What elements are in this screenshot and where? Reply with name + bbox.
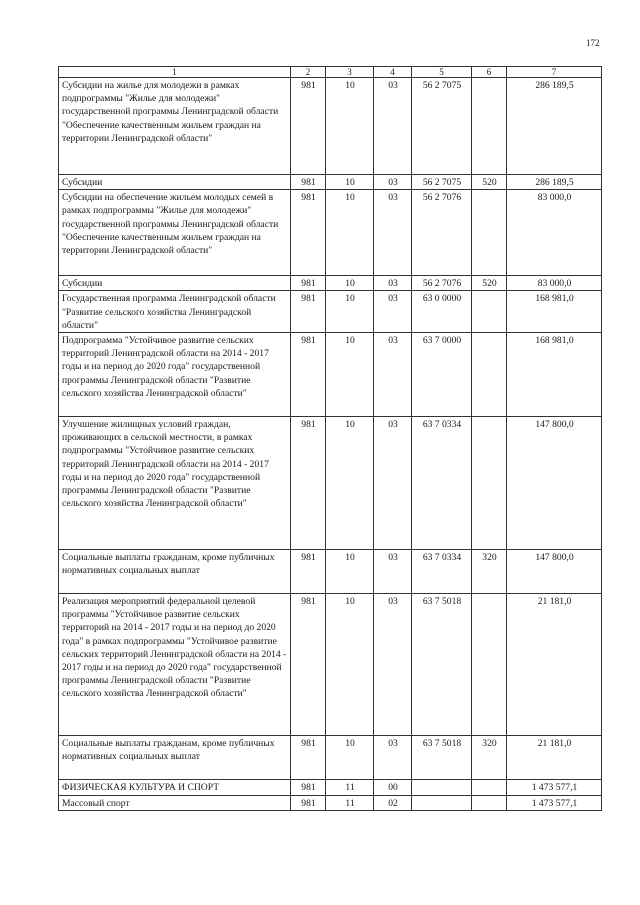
code-subsection: 03 xyxy=(374,291,412,333)
amount: 21 181,0 xyxy=(507,736,602,780)
table-row xyxy=(59,78,602,175)
code-gov: 981 xyxy=(291,333,326,417)
code-gov: 981 xyxy=(291,291,326,333)
row-name: Подпрограмма "Устойчивое развитие сельских территорий Ленинградской области на 2014 - 2017 годы и на период до 2020 года" государственной программы Ленинградской области "Развитие сельского хозяйства Ленинградской области" xyxy=(59,333,291,417)
amount: 1 473 577,1 xyxy=(507,796,602,811)
row-name: Улучшение жилищных условий граждан, проживающих в сельской местности, в рамках подпрограммы "Устойчивое развитие сельских территорий Ленинградской области на 2014 - 2017 годы и на период до 2020 года" государственной программы Ленинградской области "Развитие сельского хозяйства Ленинградской области" xyxy=(59,417,291,550)
code-subsection: 02 xyxy=(374,796,412,811)
header-cell: 6 xyxy=(472,67,507,78)
code-section: 10 xyxy=(326,291,374,333)
code-target: 56 2 7076 xyxy=(412,190,472,276)
code-expense-type xyxy=(472,780,507,796)
code-gov: 981 xyxy=(291,276,326,291)
code-target: 63 0 0000 xyxy=(412,291,472,333)
code-gov: 981 xyxy=(291,796,326,811)
row-name: Субсидии на обеспечение жильем молодых семей в рамках подпрограммы "Жилье для молодежи" государственной программы Ленинградской области "Обеспечение качественным жильем граждан на территории Ленинградской области" xyxy=(59,190,291,276)
table-row xyxy=(59,291,602,333)
code-expense-type xyxy=(472,333,507,417)
amount: 168 981,0 xyxy=(507,291,602,333)
code-expense-type: 320 xyxy=(472,550,507,594)
amount: 83 000,0 xyxy=(507,276,602,291)
code-target: 56 2 7075 xyxy=(412,175,472,190)
code-target: 56 2 7075 xyxy=(412,78,472,175)
code-expense-type: 320 xyxy=(472,736,507,780)
row-name: Субсидии xyxy=(59,276,291,291)
table-row xyxy=(59,594,602,736)
code-target: 63 7 5018 xyxy=(412,594,472,736)
code-section: 10 xyxy=(326,276,374,291)
code-subsection: 03 xyxy=(374,276,412,291)
code-target xyxy=(412,780,472,796)
amount: 147 800,0 xyxy=(507,550,602,594)
code-subsection: 03 xyxy=(374,175,412,190)
row-name: ФИЗИЧЕСКАЯ КУЛЬТУРА И СПОРТ xyxy=(59,780,291,796)
code-expense-type xyxy=(472,190,507,276)
row-name: Реализация мероприятий федеральной целевой программы "Устойчивое развитие сельских территорий на 2014 - 2017 годы и на период до 2020 года" в рамках подпрограммы "Устойчивое развитие сельских территорий Ленинградской области на 2014 - 2017 годы и на период до 2020 года" государственной программы Ленинградской области "Развитие сельского хозяйства Ленинградской области" xyxy=(59,594,291,736)
budget-table xyxy=(58,66,602,811)
code-subsection: 03 xyxy=(374,550,412,594)
code-section: 10 xyxy=(326,175,374,190)
row-name: Субсидии на жилье для молодежи в рамках подпрограммы "Жилье для молодежи" государственной программы Ленинградской области "Обеспечение качественным жильем граждан на территории Ленинградской области" xyxy=(59,78,291,175)
table-row xyxy=(59,550,602,594)
code-target: 63 7 0334 xyxy=(412,550,472,594)
amount: 1 473 577,1 xyxy=(507,780,602,796)
code-expense-type: 520 xyxy=(472,276,507,291)
table-row xyxy=(59,736,602,780)
code-section: 11 xyxy=(326,796,374,811)
code-section: 10 xyxy=(326,78,374,175)
row-name: Государственная программа Ленинградской области "Развитие сельского хозяйства Ленинградской области" xyxy=(59,291,291,333)
page-number: 172 xyxy=(586,38,600,48)
table-header-row xyxy=(59,67,602,78)
header-cell: 4 xyxy=(374,67,412,78)
header-cell: 5 xyxy=(412,67,472,78)
amount: 21 181,0 xyxy=(507,594,602,736)
code-subsection: 03 xyxy=(374,736,412,780)
row-name: Социальные выплаты гражданам, кроме публичных нормативных социальных выплат xyxy=(59,550,291,594)
table-row xyxy=(59,175,602,190)
code-target xyxy=(412,796,472,811)
code-gov: 981 xyxy=(291,175,326,190)
header-cell: 2 xyxy=(291,67,326,78)
code-subsection: 03 xyxy=(374,333,412,417)
code-target: 63 7 0000 xyxy=(412,333,472,417)
code-gov: 981 xyxy=(291,736,326,780)
code-gov: 981 xyxy=(291,190,326,276)
code-gov: 981 xyxy=(291,550,326,594)
code-expense-type xyxy=(472,291,507,333)
code-subsection: 00 xyxy=(374,780,412,796)
amount: 83 000,0 xyxy=(507,190,602,276)
header-cell: 3 xyxy=(326,67,374,78)
code-section: 10 xyxy=(326,550,374,594)
row-name: Субсидии xyxy=(59,175,291,190)
table-row xyxy=(59,333,602,417)
row-name: Социальные выплаты гражданам, кроме публичных нормативных социальных выплат xyxy=(59,736,291,780)
code-section: 10 xyxy=(326,736,374,780)
code-expense-type xyxy=(472,78,507,175)
row-name: Массовый спорт xyxy=(59,796,291,811)
code-gov: 981 xyxy=(291,594,326,736)
code-subsection: 03 xyxy=(374,190,412,276)
code-expense-type xyxy=(472,796,507,811)
amount: 286 189,5 xyxy=(507,175,602,190)
code-subsection: 03 xyxy=(374,594,412,736)
table-row xyxy=(59,780,602,796)
table-row xyxy=(59,796,602,811)
code-section: 10 xyxy=(326,190,374,276)
code-expense-type xyxy=(472,417,507,550)
header-cell: 1 xyxy=(59,67,291,78)
code-section: 10 xyxy=(326,333,374,417)
code-gov: 981 xyxy=(291,78,326,175)
code-subsection: 03 xyxy=(374,78,412,175)
code-gov: 981 xyxy=(291,780,326,796)
code-target: 63 7 5018 xyxy=(412,736,472,780)
amount: 286 189,5 xyxy=(507,78,602,175)
code-expense-type xyxy=(472,594,507,736)
code-target: 56 2 7076 xyxy=(412,276,472,291)
code-expense-type: 520 xyxy=(472,175,507,190)
amount: 168 981,0 xyxy=(507,333,602,417)
code-subsection: 03 xyxy=(374,417,412,550)
code-target: 63 7 0334 xyxy=(412,417,472,550)
code-section: 11 xyxy=(326,780,374,796)
table-row xyxy=(59,190,602,276)
code-section: 10 xyxy=(326,417,374,550)
header-cell: 7 xyxy=(507,67,602,78)
code-section: 10 xyxy=(326,594,374,736)
code-gov: 981 xyxy=(291,417,326,550)
table-row xyxy=(59,417,602,550)
amount: 147 800,0 xyxy=(507,417,602,550)
table-row xyxy=(59,276,602,291)
